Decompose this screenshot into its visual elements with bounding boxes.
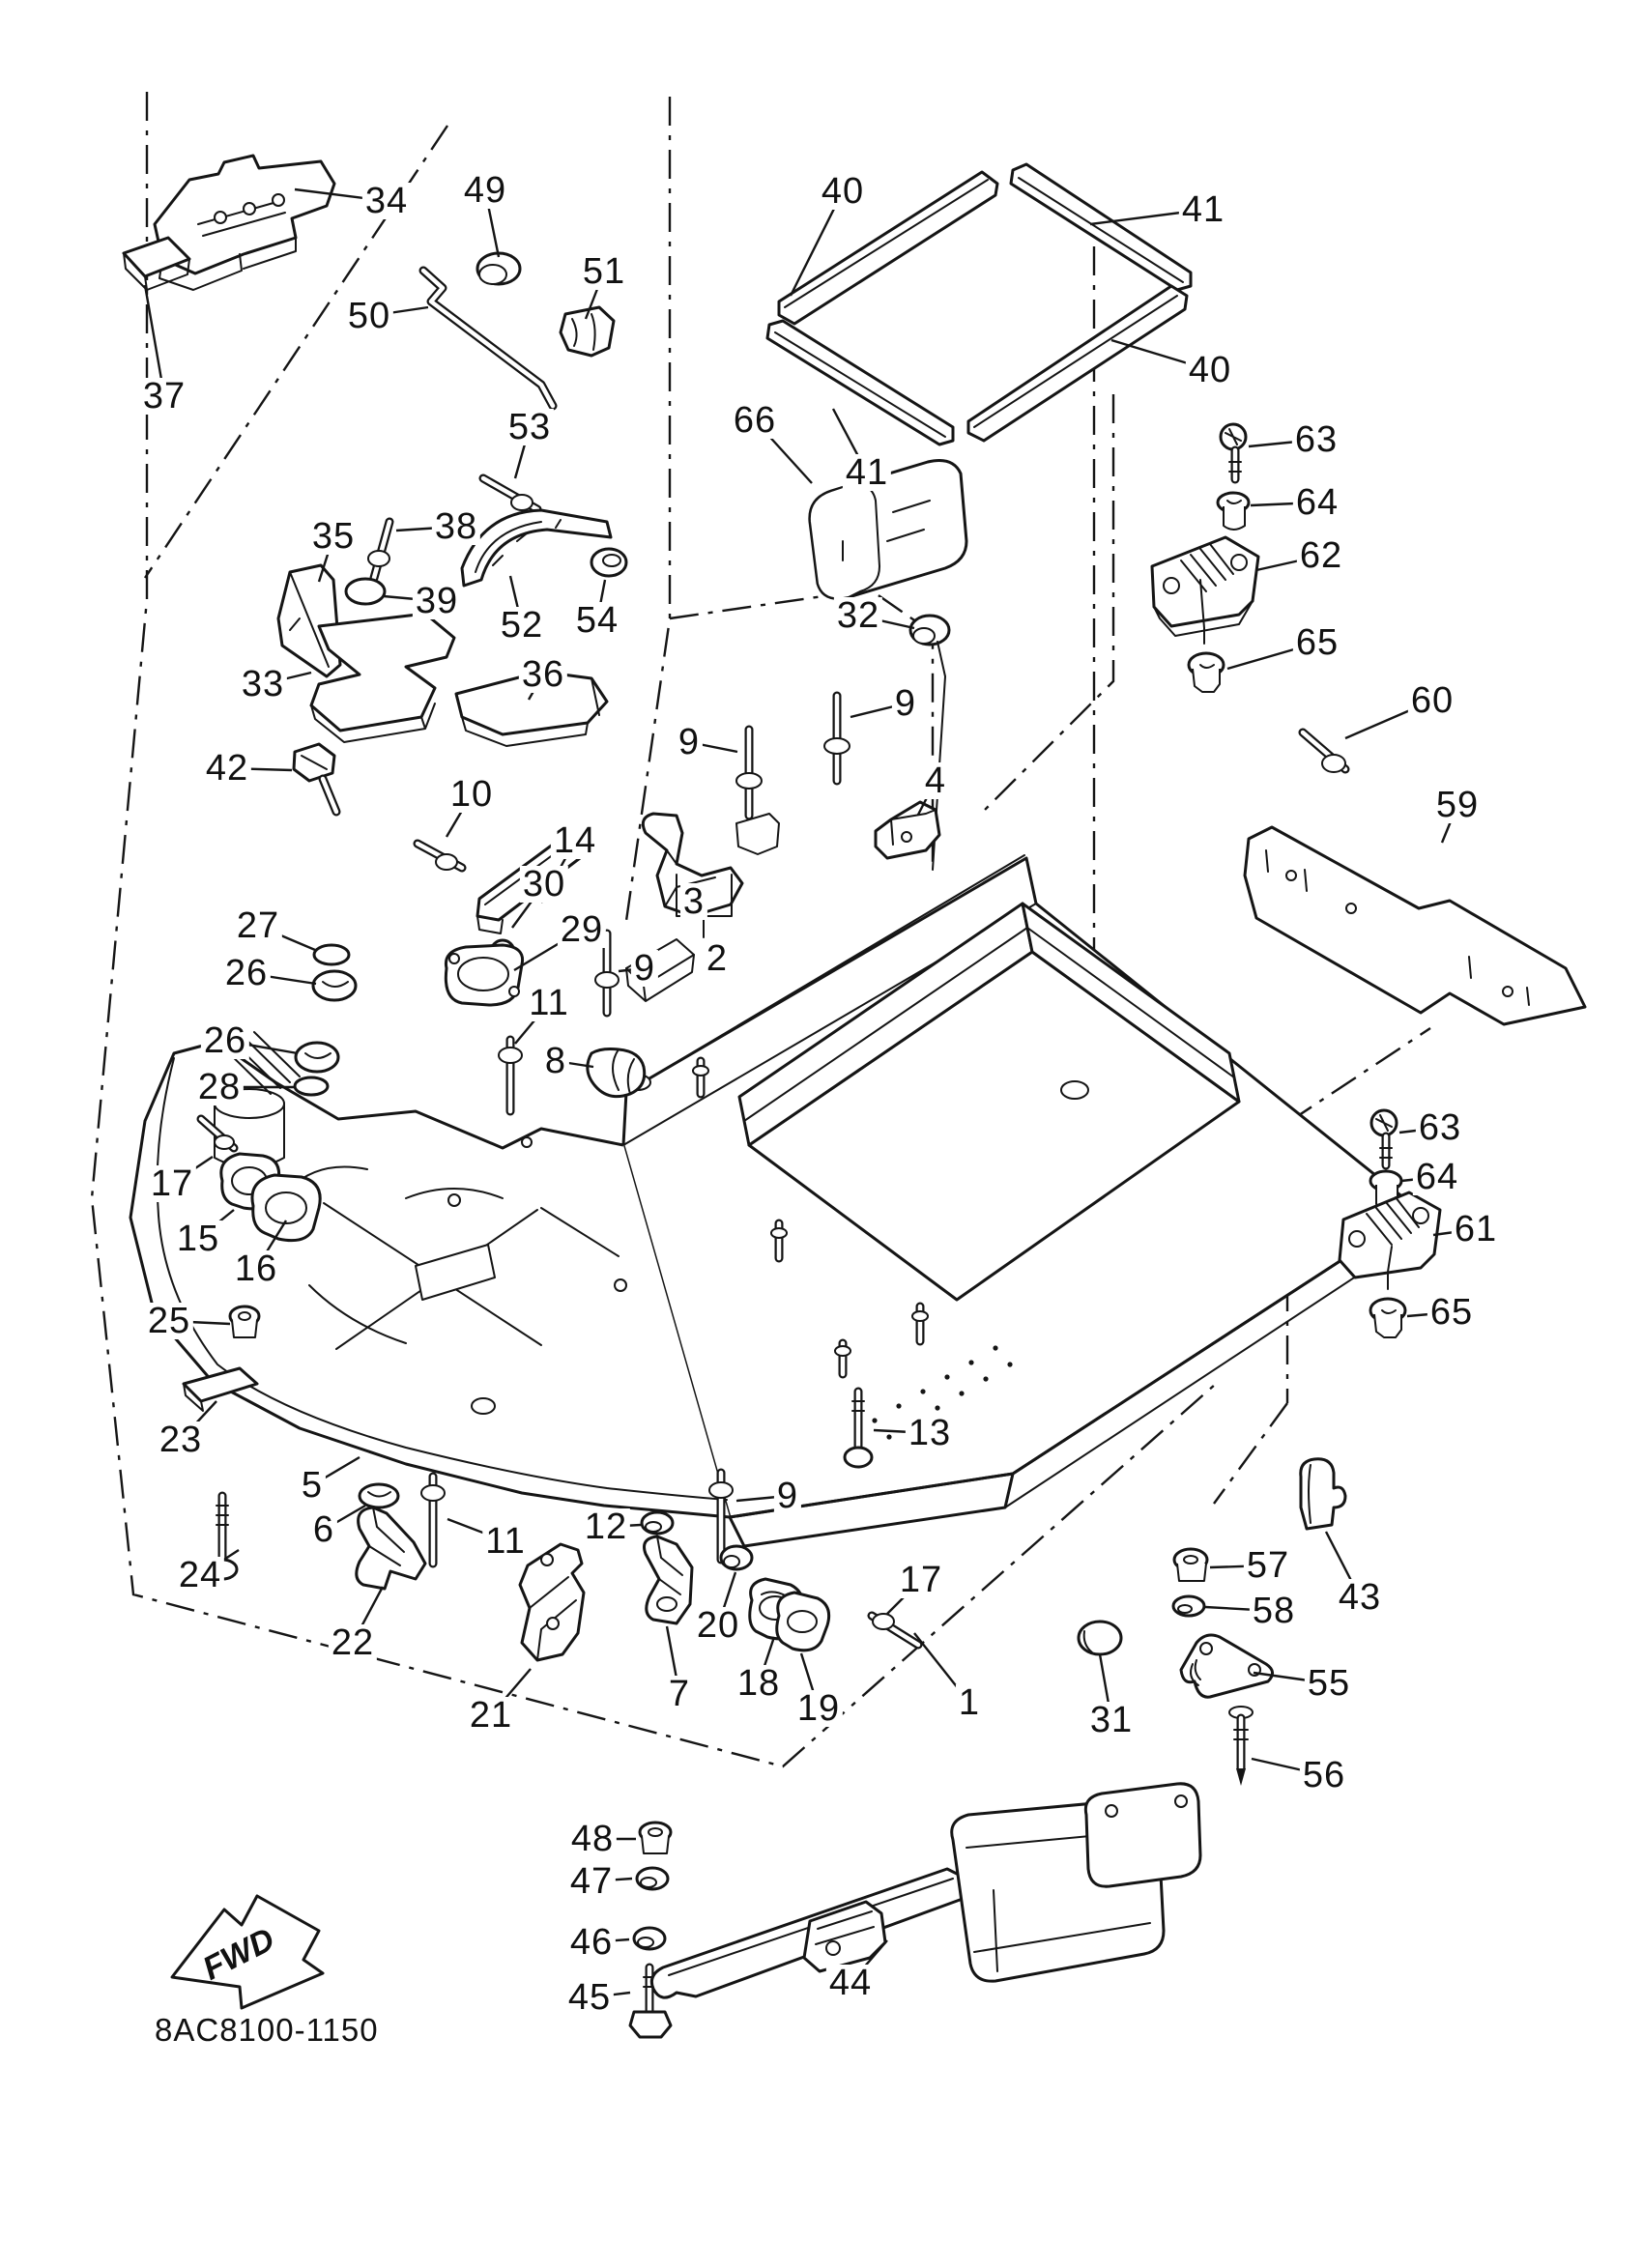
part-callout-65: 65 xyxy=(1293,624,1341,661)
part-callout-10: 10 xyxy=(447,776,496,813)
part-callout-52: 52 xyxy=(498,607,546,644)
part-callout-57: 57 xyxy=(1244,1547,1292,1584)
part-callout-27: 27 xyxy=(234,907,282,944)
part-callout-1: 1 xyxy=(956,1684,983,1721)
part-callout-17: 17 xyxy=(148,1165,196,1202)
part-callout-5: 5 xyxy=(299,1467,326,1504)
part-callout-11: 11 xyxy=(482,1523,528,1560)
part-callout-2: 2 xyxy=(704,940,731,977)
part-callout-16: 16 xyxy=(232,1250,280,1287)
part-callout-13: 13 xyxy=(906,1415,954,1451)
part-callout-49: 49 xyxy=(461,172,509,209)
part-callout-15: 15 xyxy=(174,1220,222,1257)
part-callout-37: 37 xyxy=(140,378,188,415)
part-callout-22: 22 xyxy=(329,1624,377,1661)
part-callout-6: 6 xyxy=(310,1511,337,1548)
part-callout-40: 40 xyxy=(1186,352,1234,388)
part-callout-20: 20 xyxy=(694,1607,742,1644)
part-callout-39: 39 xyxy=(413,583,461,619)
part-callout-25: 25 xyxy=(145,1303,193,1339)
part-callout-11: 11 xyxy=(526,985,571,1021)
part-callout-58: 58 xyxy=(1250,1593,1298,1629)
part-callout-9: 9 xyxy=(676,724,703,761)
part-callout-59: 59 xyxy=(1433,787,1482,823)
part-callout-36: 36 xyxy=(519,656,567,693)
part-callout-54: 54 xyxy=(573,602,621,639)
part-callout-46: 46 xyxy=(567,1924,616,1961)
part-callout-3: 3 xyxy=(680,883,707,920)
part-callout-35: 35 xyxy=(309,518,358,555)
part-callout-18: 18 xyxy=(735,1665,783,1702)
part-callout-34: 34 xyxy=(362,183,411,219)
part-callout-63: 63 xyxy=(1416,1109,1464,1146)
part-callout-14: 14 xyxy=(551,822,599,859)
part-callout-9: 9 xyxy=(631,950,658,987)
part-callout-9: 9 xyxy=(892,685,919,722)
fwd-arrow-label: FWD xyxy=(196,1920,281,1988)
part-callout-7: 7 xyxy=(666,1676,693,1712)
part-callout-12: 12 xyxy=(582,1508,630,1545)
diagram-code: 8AC8100-1150 xyxy=(155,2012,379,2048)
part-callout-40: 40 xyxy=(819,173,867,210)
part-callout-29: 29 xyxy=(558,911,606,948)
part-callout-26: 26 xyxy=(222,955,271,991)
part-callout-42: 42 xyxy=(203,750,251,787)
part-callout-8: 8 xyxy=(542,1043,569,1079)
part-callout-64: 64 xyxy=(1293,484,1341,521)
part-callout-4: 4 xyxy=(922,762,949,799)
part-callout-45: 45 xyxy=(565,1979,614,2016)
part-callout-48: 48 xyxy=(568,1821,617,1857)
part-callout-31: 31 xyxy=(1087,1702,1136,1738)
part-callout-60: 60 xyxy=(1408,682,1456,719)
part-callout-55: 55 xyxy=(1305,1665,1353,1702)
part-callout-61: 61 xyxy=(1452,1211,1500,1248)
part-callout-43: 43 xyxy=(1336,1579,1384,1616)
part-callout-41: 41 xyxy=(1179,191,1227,228)
part-callout-24: 24 xyxy=(176,1557,224,1593)
part-callout-64: 64 xyxy=(1413,1159,1461,1195)
part-callout-33: 33 xyxy=(239,666,287,703)
part-callout-32: 32 xyxy=(834,597,882,634)
part-callout-21: 21 xyxy=(467,1697,515,1734)
part-callout-65: 65 xyxy=(1427,1294,1476,1331)
part-callout-56: 56 xyxy=(1300,1757,1348,1794)
part-callout-63: 63 xyxy=(1292,421,1340,458)
part-callout-38: 38 xyxy=(432,508,480,545)
part-callout-30: 30 xyxy=(520,866,568,903)
part-callout-23: 23 xyxy=(157,1421,205,1458)
part-callout-47: 47 xyxy=(567,1863,616,1900)
part-callout-53: 53 xyxy=(505,409,554,445)
part-callout-44: 44 xyxy=(826,1965,875,2001)
part-callout-51: 51 xyxy=(580,253,628,290)
part-callout-28: 28 xyxy=(195,1069,244,1105)
part-callout-62: 62 xyxy=(1297,537,1345,574)
part-callout-9: 9 xyxy=(774,1478,801,1514)
part-callout-41: 41 xyxy=(843,454,891,491)
part-callout-26: 26 xyxy=(201,1022,249,1059)
part-callout-50: 50 xyxy=(345,298,393,334)
part-callout-17: 17 xyxy=(897,1562,945,1598)
part-callout-66: 66 xyxy=(731,402,779,439)
part-callout-19: 19 xyxy=(794,1690,843,1727)
